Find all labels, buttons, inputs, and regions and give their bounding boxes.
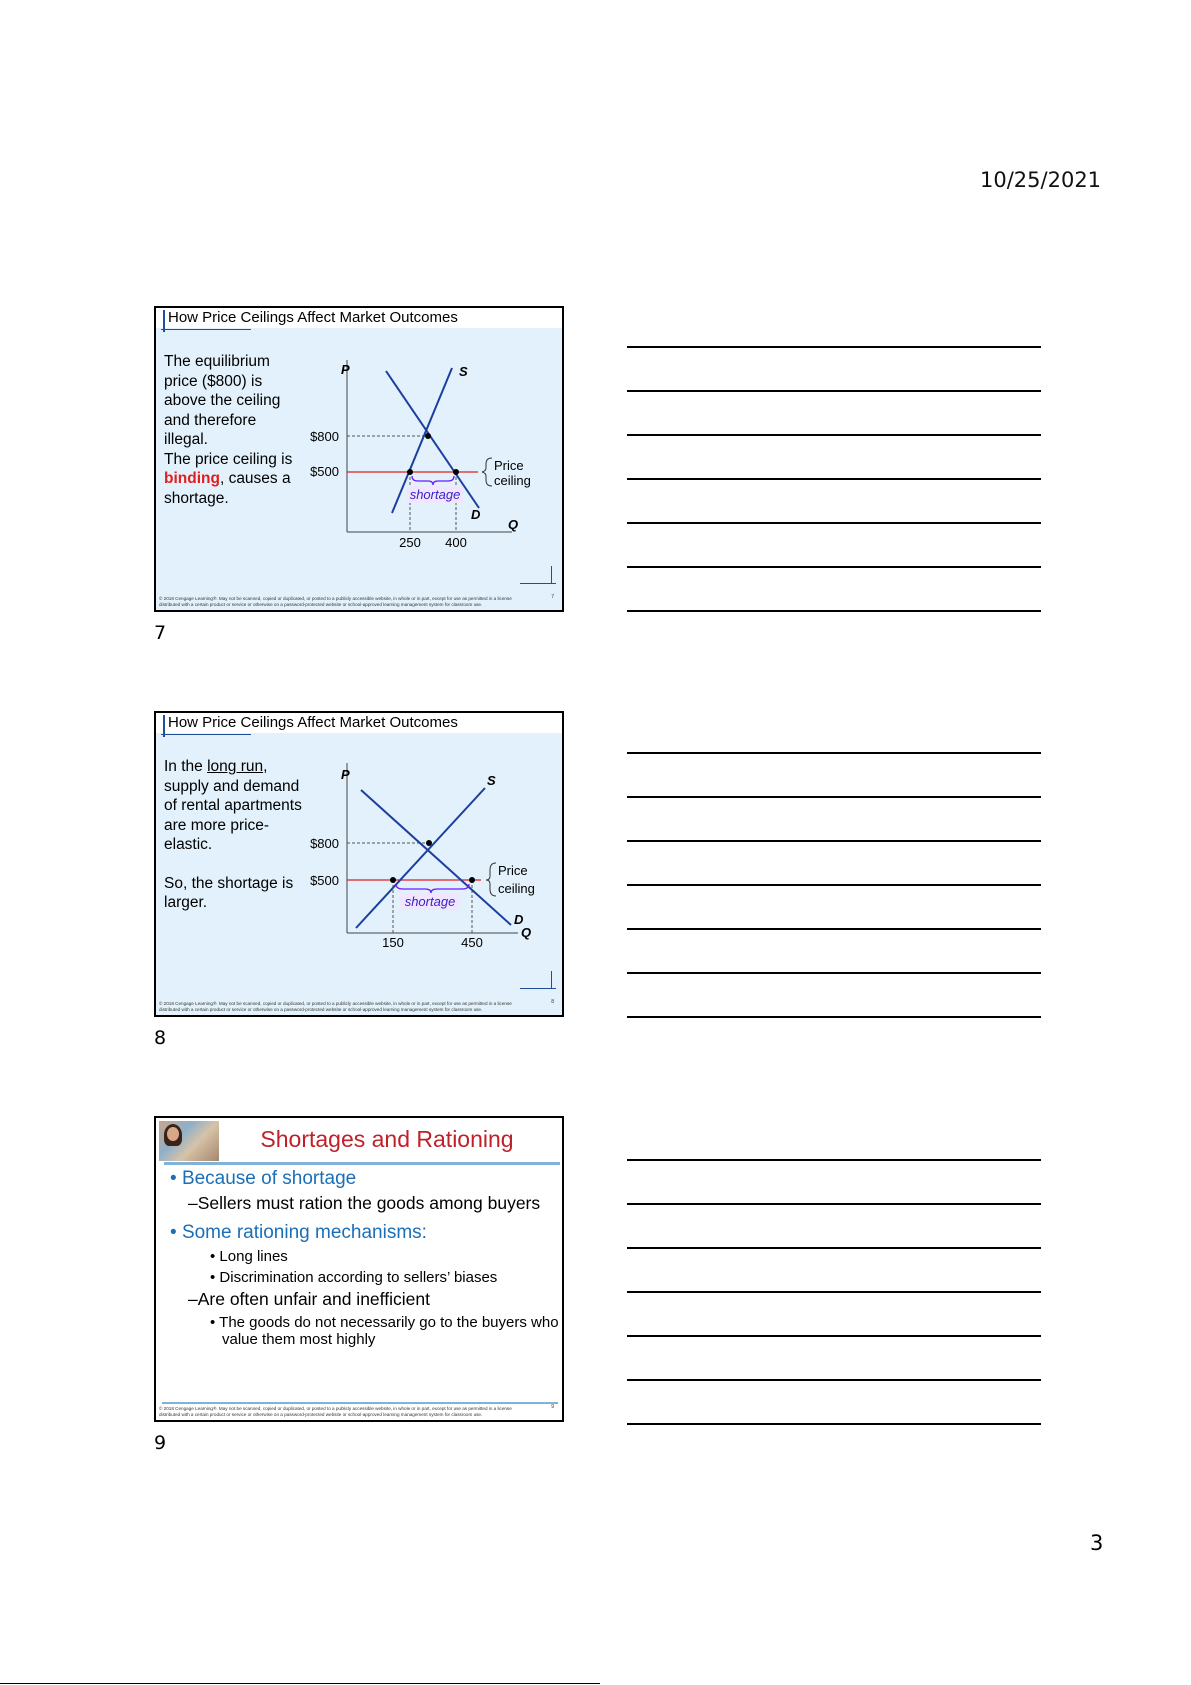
note-line (627, 522, 1041, 524)
bullet-text: Are often unfair and inefficient (197, 1289, 430, 1309)
page-date: 10/25/2021 (980, 168, 1102, 192)
bullet-level2: –Are often unfair and inefficient (188, 1289, 430, 1309)
note-line (627, 566, 1041, 568)
slide-7 (154, 306, 564, 612)
bullet-level2: –Sellers must ration the goods among buyers (188, 1193, 541, 1213)
title-rule (164, 1162, 560, 1165)
ceiling-brace (482, 458, 492, 486)
p-axis-label: P (341, 362, 350, 377)
note-line (627, 840, 1041, 842)
quantity-label-high: 450 (461, 935, 483, 950)
ceiling-brace (486, 863, 496, 896)
text-run: , causes a shortage. (164, 470, 291, 507)
slide-title: How Price Ceilings Affect Market Outcomes (168, 309, 458, 326)
equilibrium-point (425, 433, 431, 439)
corner-mark (520, 971, 556, 989)
quantity-label-low: 150 (382, 935, 404, 950)
bottom-rule (162, 1402, 558, 1404)
text-run: , supply and demand of rental apartments are more price-elastic. (164, 758, 302, 853)
note-line (627, 972, 1041, 974)
p-axis-label: P (341, 767, 350, 782)
quantity-label-high: 400 (445, 535, 467, 550)
supply-ceiling-point (407, 469, 413, 475)
bullet-level3: • Long lines (210, 1248, 288, 1265)
shortage-brace (396, 884, 469, 893)
emphasis-text: binding (164, 470, 220, 487)
note-line (627, 1291, 1041, 1293)
supply-demand-graph (156, 713, 564, 1017)
note-line (627, 884, 1041, 886)
shortage-label: shortage (409, 487, 461, 502)
bullet-level3: • The goods do not necessarily go to the buyers who value them most highly (210, 1314, 559, 1348)
slide-title: How Price Ceilings Affect Market Outcomes (168, 714, 458, 731)
price-label-low: $500 (310, 464, 339, 479)
bullet-level3: • Discrimination according to sellers’ biases (210, 1269, 498, 1286)
price-label-high: $800 (310, 429, 339, 444)
bullet-text: Because of shortage (181, 1168, 357, 1189)
slide-title: Shortages and Rationing (260, 1126, 514, 1152)
copyright-notice: © 2018 Cengage Learning®. May not be scanned, copied or duplicated, or posted to a publicly accessible website, in whole or in part, except for use as permitted in a license distributed with a certain product or service or otherwise on a password-protected website or school-approved learning management system for classroom use. (159, 595, 512, 607)
note-line (627, 1335, 1041, 1337)
demand-label: D (471, 507, 481, 522)
copyright-notice: © 2018 Cengage Learning®. May not be scanned, copied or duplicated, or posted to a publicly accessible website, in whole or in part, except for use as permitted in a license distributed with a certain product or service or otherwise on a password-protected website or school-approved learning management system for classroom use. (159, 1405, 512, 1417)
shortage-label: shortage (404, 894, 456, 909)
slide-9 (154, 1116, 564, 1422)
supply-ceiling-point (390, 877, 396, 883)
note-line (627, 1203, 1041, 1205)
note-line (627, 1247, 1041, 1249)
bullet-level1: • Some rationing mechanisms: (170, 1222, 427, 1243)
slide-photo (159, 1121, 219, 1161)
note-line (627, 1016, 1041, 1018)
supply-label: S (487, 773, 496, 788)
note-line (627, 434, 1041, 436)
price-label-high: $800 (310, 836, 339, 851)
shortage-brace (412, 476, 454, 485)
note-line (627, 1379, 1041, 1381)
slide-number-label: 9 (154, 1432, 167, 1454)
page-bottom-rule (0, 1683, 600, 1684)
q-axis-label: Q (508, 517, 519, 532)
slide-page-number: 8 (551, 999, 554, 1005)
ceiling-label-line2: ceiling (494, 473, 531, 488)
q-axis-label: Q (521, 925, 532, 940)
note-line (627, 478, 1041, 480)
corner-mark (520, 566, 556, 584)
slide-paragraph: The equilibrium price ($800) is above the ceiling and therefore illegal. (164, 353, 281, 448)
bullet-text: Sellers must ration the goods among buyers (197, 1193, 541, 1213)
slide-number-label: 8 (154, 1027, 167, 1049)
note-line (627, 928, 1041, 930)
demand-ceiling-point (453, 469, 459, 475)
slide-number-label: 7 (154, 622, 167, 644)
bullet-text: Long lines (219, 1248, 288, 1265)
note-line (627, 1423, 1041, 1425)
bullet-text: Discrimination according to sellers’ biases (219, 1269, 498, 1286)
bullet-text: The goods do not necessarily go to the buyers who value them most highly (219, 1314, 559, 1348)
price-label-low: $500 (310, 873, 339, 888)
slide-8 (154, 711, 564, 1017)
equilibrium-point (426, 840, 432, 846)
note-line (627, 346, 1041, 348)
copyright-notice: © 2018 Cengage Learning®. May not be scanned, copied or duplicated, or posted to a publicly accessible website, in whole or in part, except for use as permitted in a license distributed with a certain product or service or otherwise on a password-protected website or school-approved learning management system for classroom use. (159, 1000, 512, 1012)
page-number: 3 (1090, 1531, 1104, 1555)
text-run: The price ceiling is (164, 450, 293, 468)
text-run: In the (164, 758, 208, 775)
note-line (627, 610, 1041, 612)
bullet-text: Some rationing mechanisms: (181, 1222, 427, 1243)
note-line (627, 1159, 1041, 1161)
ceiling-label-line2: ceiling (498, 881, 535, 896)
note-line (627, 796, 1041, 798)
slide-bullets (170, 1166, 560, 1348)
note-line (627, 390, 1041, 392)
slide-page-number: 9 (551, 1404, 554, 1410)
bullet-level1: • Because of shortage (170, 1168, 357, 1189)
ceiling-label-line1: Price (494, 458, 524, 473)
underlined-text: long run (207, 758, 264, 775)
demand-label: D (514, 912, 524, 927)
quantity-label-low: 250 (399, 535, 421, 550)
supply-demand-graph (156, 308, 564, 612)
slide-paragraph: So, the shortage is larger. (164, 874, 294, 911)
demand-ceiling-point (469, 877, 475, 883)
ceiling-label-line1: Price (498, 863, 528, 878)
slide-page-number: 7 (551, 594, 554, 600)
supply-label: S (459, 364, 468, 379)
note-line (627, 752, 1041, 754)
